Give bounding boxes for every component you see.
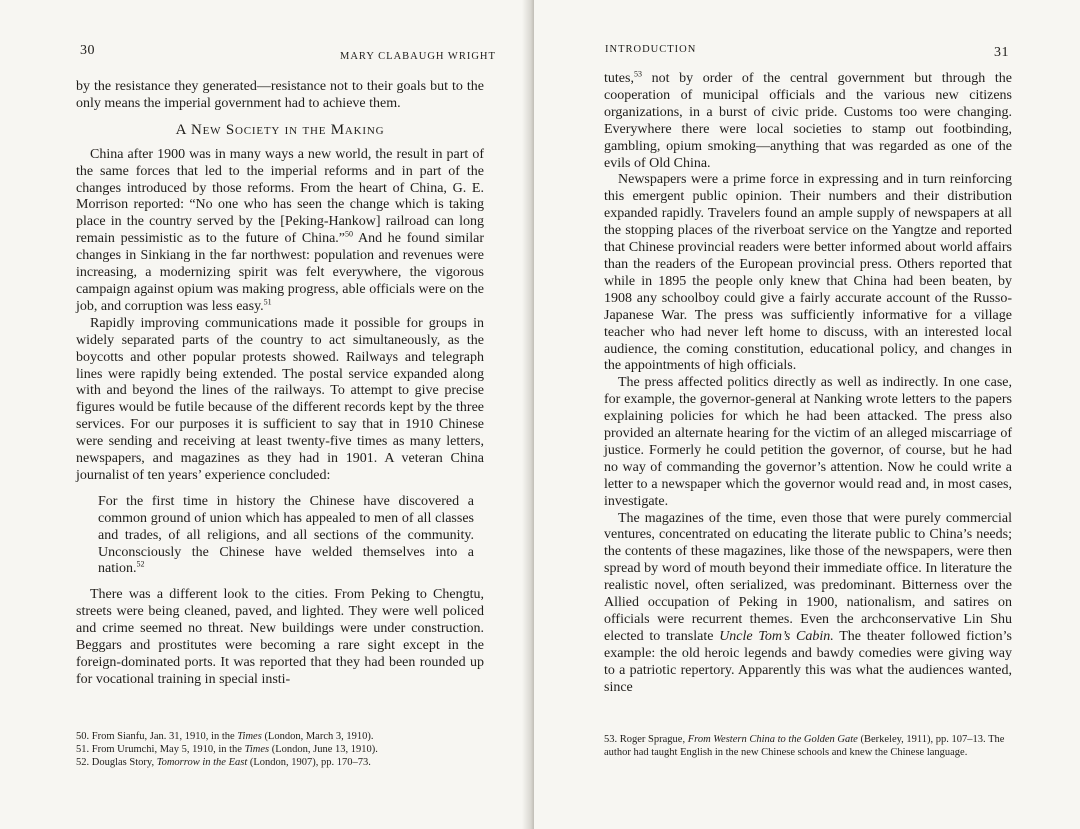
opening-paragraph: by the resistance they generated—resistance not to their goals but to the only means the imperial government had to achieve them. xyxy=(76,79,484,111)
footnote-ref[interactable]: 50 xyxy=(345,229,354,239)
body-paragraph: Rapidly improving communications made it possible for groups in widely separated parts of the country to act simultaneously, as the boycotts and other popular protests showed. Railways and telegraph lines were rapidly being extended. The postal service expanded along with and beyond the lines of the railways. To attempt to give precise figures would be futile because of the different records kept by the three services. For our purposes it is sufficient to say that in 1910 Chinese were sending and receiving at least twenty-five times as many letters, newspapers, and magazines as they had in 1901. A veteran China journalist of ten years’ experience concluded: xyxy=(76,315,484,483)
footnote-number: 50. xyxy=(76,731,90,742)
running-head: INTRODUCTION xyxy=(605,44,697,55)
footnote-text: (Berkeley, 1911), pp. 107–13. The author had taught English in the new Chinese schools and knew the Chinese language. xyxy=(604,734,1005,758)
block-quote xyxy=(98,494,474,579)
paragraph-text: The magazines of the time, even those that were purely commercial ventures, concentrated on educating the literate public to China’s needs; the contents of these magazines, like those of the newspapers, were then spread by word of mouth beyond their immediate office. In literature the realistic novel, often serialized, was predominant. Bitterness over the Allied occupation of Peking in 1900, nationalism, and satires on officials were recurrent themes. Even the archconservative Lin Shu elected to translate xyxy=(604,510,1012,644)
footnotes xyxy=(76,730,496,769)
footnote-text: Roger Sprague, xyxy=(619,734,688,745)
footnote-text: (London, March 3, 1910). xyxy=(261,731,374,742)
paragraph-text: China after 1900 was in many ways a new world, the result in part of the same forces that led to the imperial reforms and in part of the changes introduced by those reforms. From the heart of China, G. E. Morrison reported: “No one who has seen the change which is taking place in the country served by the [Peking-Hankow] railroad can long remain pessimistic as to the future of China.” xyxy=(76,146,484,247)
paragraph-text: The theater followed fiction’s example: the old heroic legends and bawdy comedies were giving way to a patriotic repertory. Apparently this was what the audiences wanted, since xyxy=(604,628,1012,695)
footnote-51 xyxy=(76,743,496,756)
footnote-52 xyxy=(76,756,496,769)
footnote-text: From Urumchi, May 5, 1910, in the xyxy=(91,744,245,755)
footnote-title: Times xyxy=(237,731,262,742)
paragraph-text: tutes, xyxy=(604,71,634,86)
footnote-50 xyxy=(76,730,496,743)
body-paragraph: There was a different look to the cities. From Peking to Chengtu, streets were being cleaned, paved, and lighted. They were well policed and crime seemed no threat. New buildings were under construction. Beggars and prostitutes were becoming a rare sight except in the foreign-dominated ports. It was reported that they had been rounded up for vocational training in special insti- xyxy=(76,587,484,687)
quote-text: For the first time in history the Chinese have discovered a common ground of union which has appealed to men of all classes and trades, of all religions, and all sections of the community. Unconsciously the Chinese have welded themselves into a nation. xyxy=(98,493,474,577)
footnote-number: 52. xyxy=(76,757,90,768)
book-title: Uncle Tom’s Cabin. xyxy=(719,628,834,644)
footnote-text: (London, 1907), pp. 170–73. xyxy=(247,757,371,768)
footnote-number: 53. xyxy=(604,734,618,745)
page-number: 30 xyxy=(80,43,95,58)
paragraph-text: not by order of the central government but through the cooperation of municipal officials and the various new citizens organizations, in a burst of civic pride. Customs too were changing. Everywhere there were local societies to stamp out footbinding, gambling, opium smoking—anything that was regarded as one of the evils of Old China. xyxy=(604,71,1012,171)
footnote-title: From Western China to the Golden Gate xyxy=(687,734,858,745)
footnote-title: Times xyxy=(244,744,270,755)
body-paragraph xyxy=(604,511,1012,697)
footnote-title: Tomorrow in the East xyxy=(156,757,248,768)
section-heading: A New Society in the Making xyxy=(175,121,385,138)
body-paragraph: Newspapers were a prime force in expressing and in turn reinforcing this emergent public opinion. Their numbers and their distribution expanded rapidly. Travelers found an ample supply of newspapers at all the stopping places of the riverboat service on the Yangtze and reported that Chinese provincial readers were better informed about world affairs than the readers of the European provincial press. Others reported that while in 1895 the people only knew that China had been beaten, by 1908 any schoolboy could give a fairly accurate account of the Russo-Japanese War. The press was sufficiently informative for a village teacher who had never left home to discuss, with an interested local audience, the coming constitution, educational policy, and changes in the appointments of high officials. xyxy=(604,172,1012,374)
page-number: 31 xyxy=(994,45,1009,60)
running-head: MARY CLABAUGH WRIGHT xyxy=(340,51,496,62)
footnote-text: From Sianfu, Jan. 31, 1910, in the xyxy=(91,731,238,742)
footnote-number: 51. xyxy=(76,744,90,755)
footnote-ref[interactable]: 53 xyxy=(633,69,642,79)
paragraph-text: And he found similar changes in Sinkiang in the far northwest: population and revenues were increasing, a modernizing spirit was felt everywhere, the vigorous campaign against opium was making progress, able officials were on the job, and corruption was less easy. xyxy=(76,231,484,314)
footnote-ref[interactable]: 52 xyxy=(136,559,145,569)
left-page xyxy=(0,0,534,829)
body-paragraph: The press affected politics directly as well as indirectly. In one case, for example, the governor-general at Nanking wrote letters to the papers explaining policies for which he had been attacked. The press also provided an alternate hearing for the victim of an alleged miscarriage of justice. Formerly he could petition the governor, of course, but he had no way of commanding the governor’s attention. Now he could write a letter to a newspaper which the governor would read and, in most cases, investigate. xyxy=(604,375,1012,509)
footnotes xyxy=(604,733,1014,759)
left-body xyxy=(76,79,484,689)
right-body xyxy=(604,71,1012,697)
footnote-53 xyxy=(604,733,1014,759)
opening-paragraph xyxy=(604,71,1012,172)
footnote-ref[interactable]: 51 xyxy=(263,297,272,307)
body-paragraph xyxy=(76,147,484,316)
footnote-text: (London, June 13, 1910). xyxy=(269,744,378,755)
footnote-text: Douglas Story, xyxy=(91,757,157,768)
right-page xyxy=(534,0,1080,829)
